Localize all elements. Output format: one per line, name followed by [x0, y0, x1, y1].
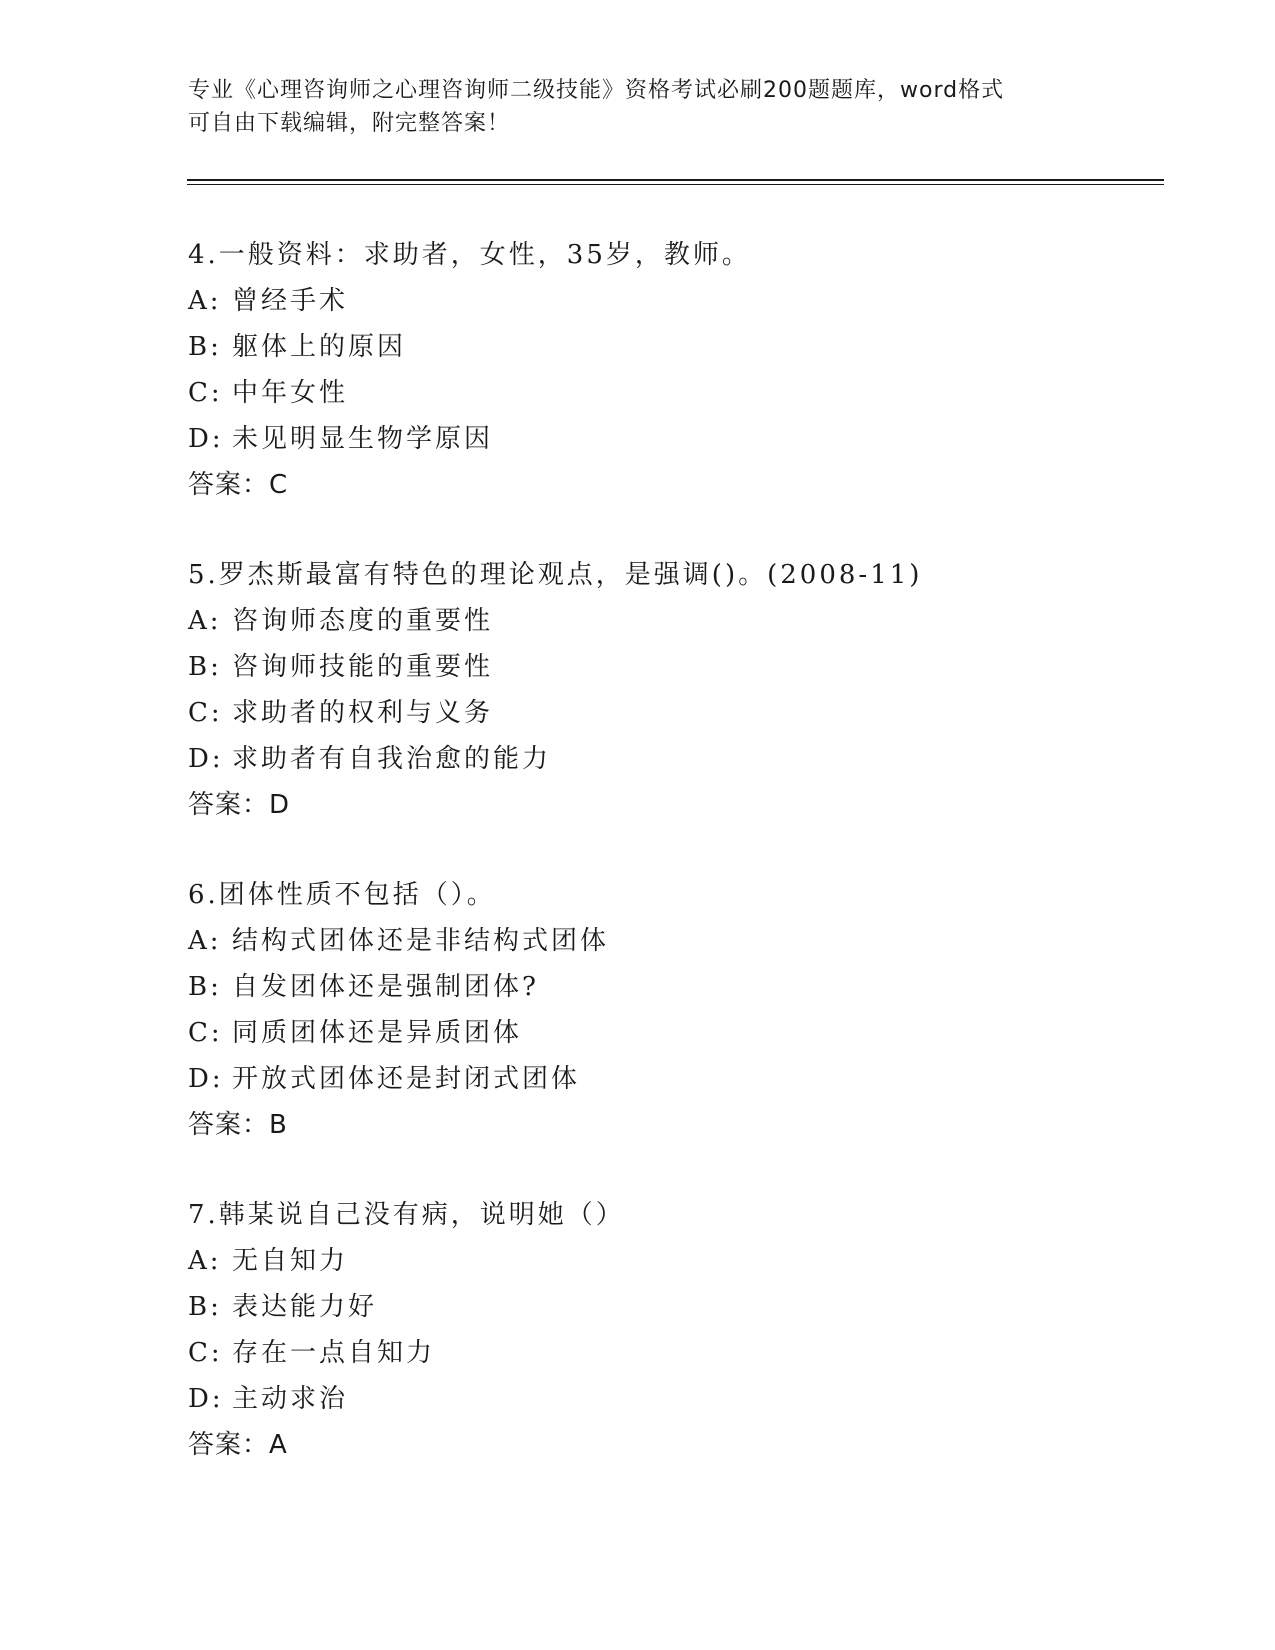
header-divider-thin — [187, 184, 1164, 185]
question-stem: 4.一般资料：求助者，女性，35岁，教师。 — [188, 240, 751, 270]
option-key: D: — [188, 744, 224, 774]
option-key: D: — [188, 424, 224, 454]
option-b — [188, 644, 1148, 690]
question-5 — [188, 552, 1148, 872]
option-key: D: — [188, 1064, 224, 1094]
option-text: 自发团体还是强制团体? — [232, 972, 539, 1002]
option-d — [188, 416, 1148, 462]
option-text: 未见明显生物学原因 — [232, 424, 494, 454]
option-d — [188, 736, 1148, 782]
option-key: B: — [188, 332, 222, 362]
answer-line: 答案：D — [188, 790, 291, 820]
option-key: C: — [188, 1338, 223, 1368]
answer-line: 答案：C — [188, 470, 289, 500]
header-line-2: 可自由下载编辑，附完整答案！ — [188, 111, 511, 136]
option-d — [188, 1376, 1148, 1422]
option-key: C: — [188, 378, 223, 408]
answer-line: 答案：B — [188, 1110, 288, 1140]
option-key: A: — [188, 926, 222, 956]
option-text: 主动求治 — [232, 1384, 349, 1414]
option-text: 开放式团体还是封闭式团体 — [232, 1064, 581, 1094]
option-key: B: — [188, 972, 222, 1002]
option-c — [188, 1330, 1148, 1376]
option-key: C: — [188, 1018, 223, 1048]
option-text: 求助者有自我治愈的能力 — [232, 744, 552, 774]
question-7 — [188, 1192, 1148, 1512]
option-key: B: — [188, 652, 222, 682]
option-a — [188, 598, 1148, 644]
question-stem: 5.罗杰斯最富有特色的理论观点，是强调()。(2008-11) — [188, 560, 923, 590]
option-key: A: — [188, 1246, 222, 1276]
option-key: C: — [188, 698, 223, 728]
option-text: 中年女性 — [232, 378, 349, 408]
header-divider-thick — [187, 179, 1164, 181]
question-4 — [188, 232, 1148, 552]
option-text: 咨询师技能的重要性 — [232, 652, 494, 682]
option-d — [188, 1056, 1148, 1102]
option-text: 结构式团体还是非结构式团体 — [232, 926, 610, 956]
option-key: D: — [188, 1384, 224, 1414]
question-6 — [188, 872, 1148, 1192]
option-key: B: — [188, 1292, 222, 1322]
document-header — [188, 74, 1088, 140]
option-text: 躯体上的原因 — [232, 332, 407, 362]
question-list — [188, 232, 1148, 1512]
option-text: 同质团体还是异质团体 — [232, 1018, 523, 1048]
option-a — [188, 278, 1148, 324]
answer-line: 答案：A — [188, 1430, 288, 1460]
option-c — [188, 1010, 1148, 1056]
option-text: 曾经手术 — [232, 286, 349, 316]
question-stem: 7.韩某说自己没有病，说明她（） — [188, 1200, 625, 1230]
option-key: A: — [188, 286, 222, 316]
option-b — [188, 324, 1148, 370]
question-stem: 6.团体性质不包括（）。 — [188, 880, 496, 910]
option-text: 求助者的权利与义务 — [232, 698, 494, 728]
option-a — [188, 918, 1148, 964]
option-a — [188, 1238, 1148, 1284]
option-b — [188, 1284, 1148, 1330]
option-text: 咨询师态度的重要性 — [232, 606, 494, 636]
option-text: 存在一点自知力 — [232, 1338, 436, 1368]
option-text: 无自知力 — [232, 1246, 349, 1276]
option-c — [188, 690, 1148, 736]
header-line-1: 专业《心理咨询师之心理咨询师二级技能》资格考试必刷200题题库，word格式 — [188, 78, 1005, 103]
option-c — [188, 370, 1148, 416]
option-b — [188, 964, 1148, 1010]
option-text: 表达能力好 — [232, 1292, 378, 1322]
option-key: A: — [188, 606, 222, 636]
